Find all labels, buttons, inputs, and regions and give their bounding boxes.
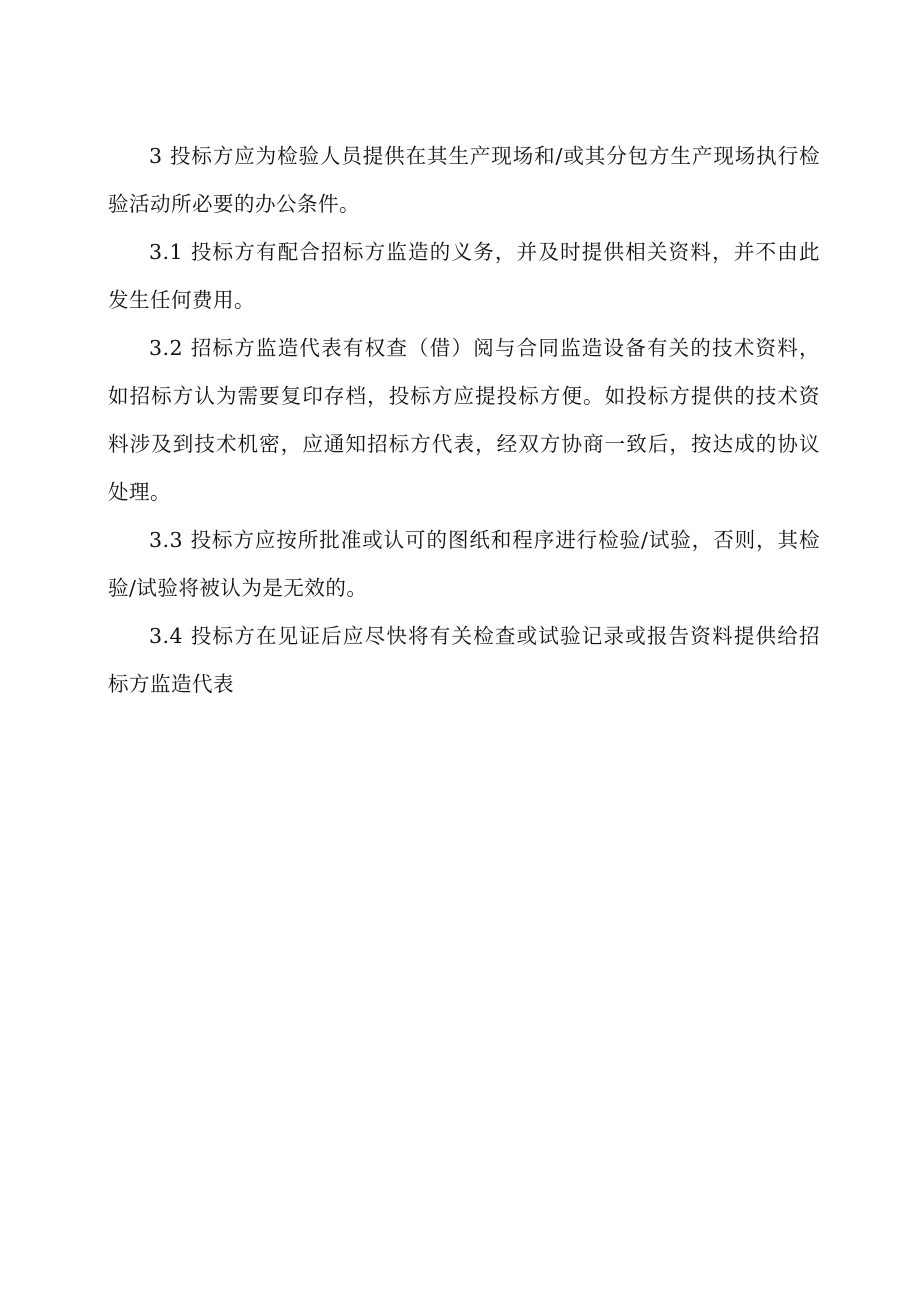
paragraph-3-2: 3.2 招标方监造代表有权查（借）阅与合同监造设备有关的技术资料，如招标方认为需要复印存档，投标方应提投标方便。如投标方提供的技术资料涉及到技术机密，应通知招标方代表，经双方协商一致后，按达成的协议处理。 bbox=[108, 336, 820, 504]
paragraph-3-1: 3.1 投标方有配合招标方监造的义务，并及时提供相关资料，并不由此发生任何费用。 bbox=[108, 240, 820, 312]
paragraph-3-3: 3.3 投标方应按所批准或认可的图纸和程序进行检验/试验，否则，其检验/试验将被认为是无效的。 bbox=[108, 528, 820, 600]
paragraph-3-4: 3.4 投标方在见证后应尽快将有关检查或试验记录或报告资料提供给招标方监造代表 bbox=[108, 624, 820, 696]
paragraph-3: 3 投标方应为检验人员提供在其生产现场和/或其分包方生产现场执行检验活动所必要的办公条件。 bbox=[108, 144, 820, 216]
document-body bbox=[108, 132, 820, 708]
